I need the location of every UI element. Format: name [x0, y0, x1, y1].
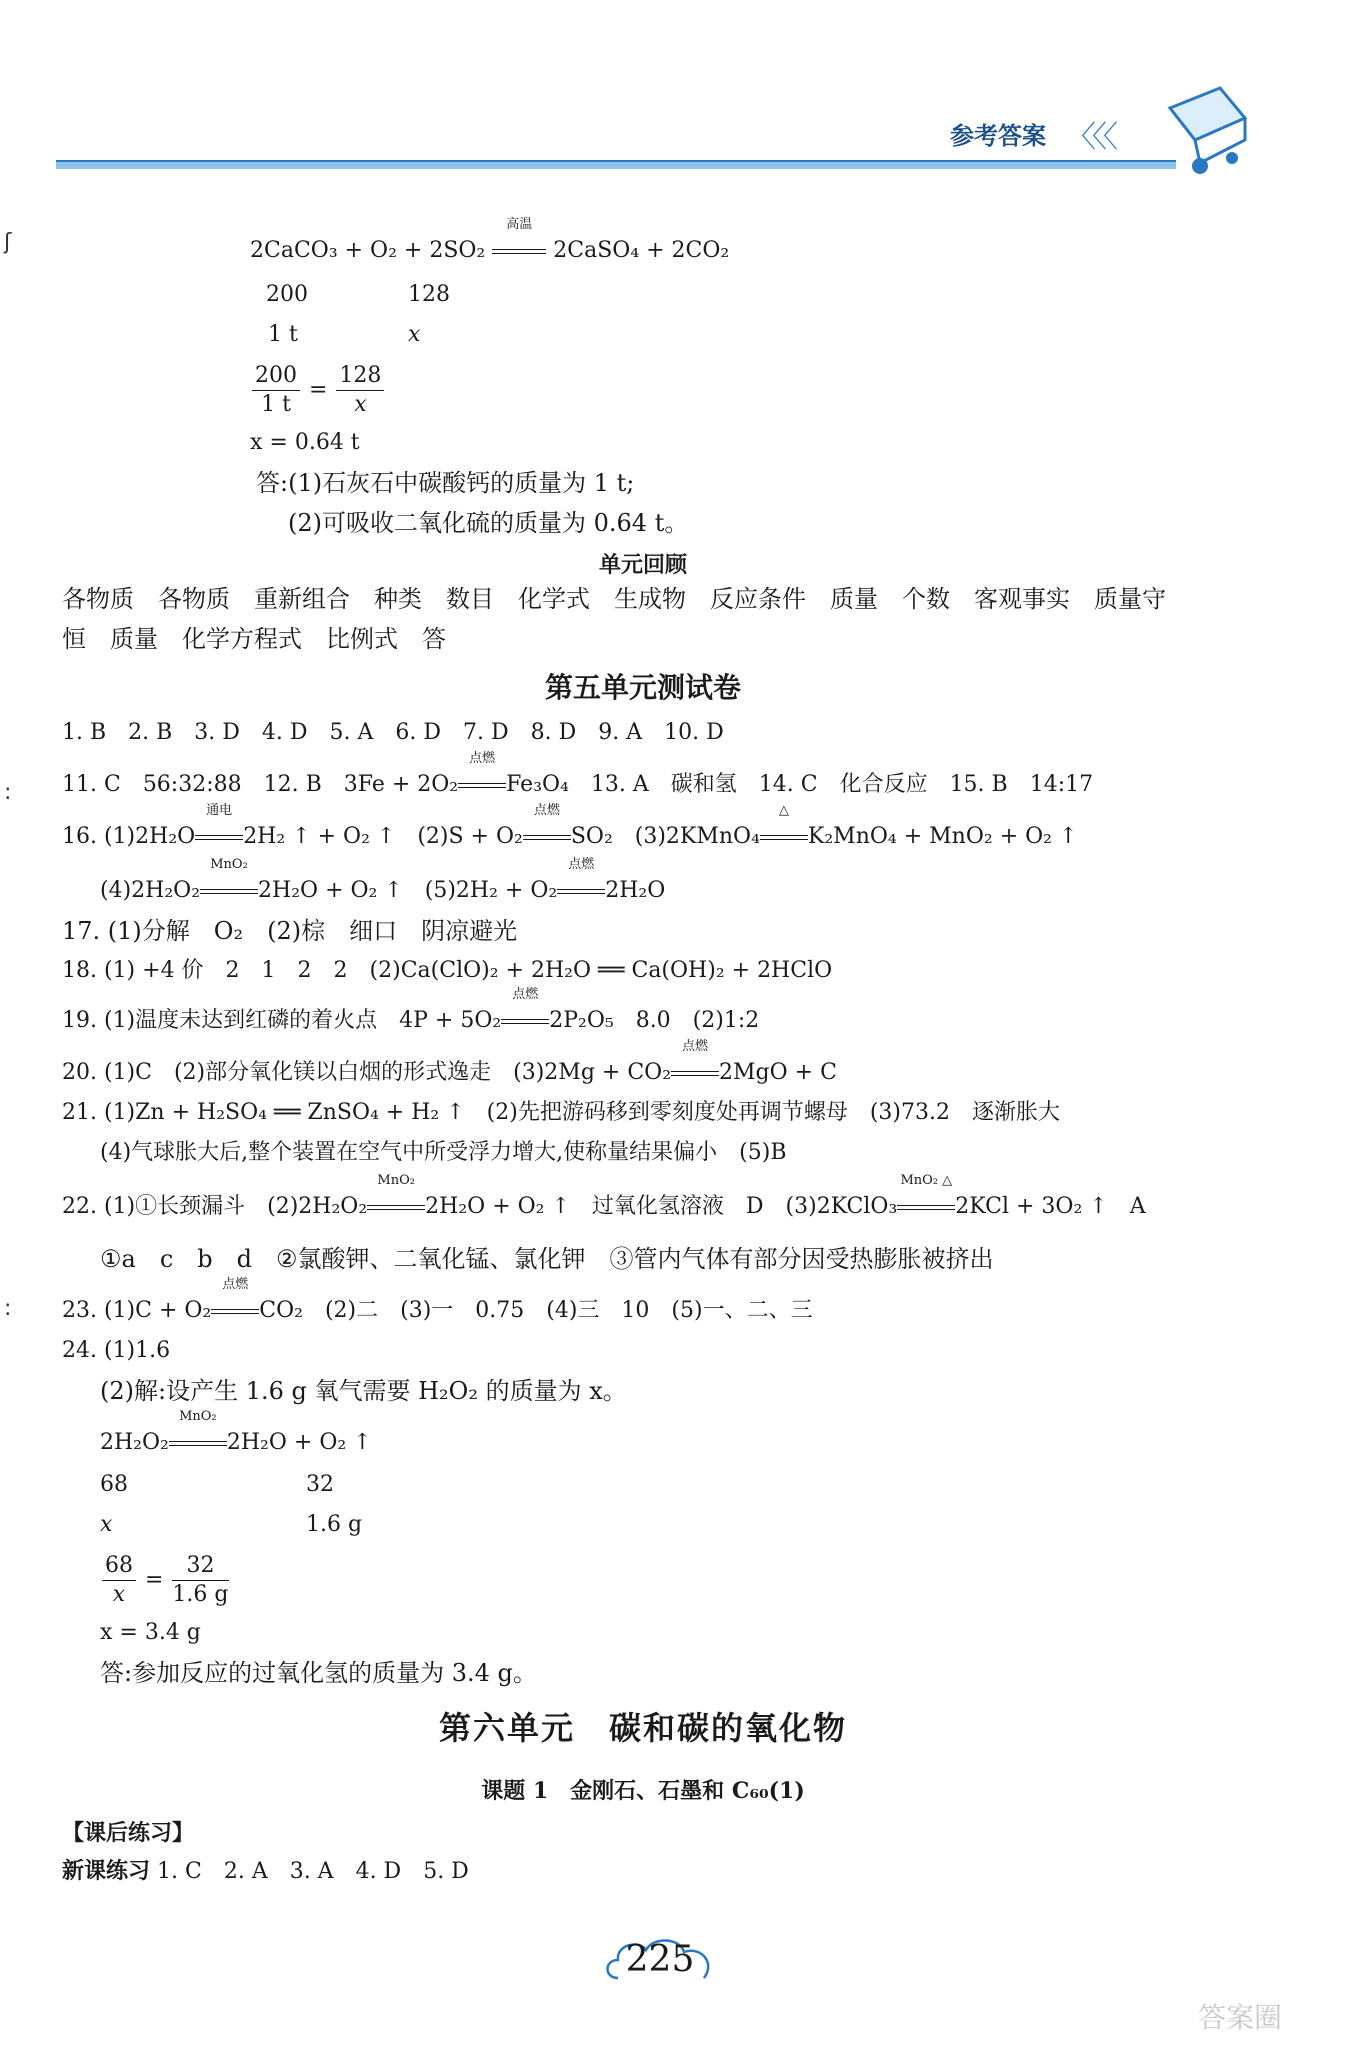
answer-16-b: (4)2H₂O₂ MnO₂ 2H₂O + O₂ ↑ (5)2H₂ + O₂ 点燃 2H₂O	[100, 857, 666, 903]
edge-mark-icon: :	[4, 780, 12, 805]
answer-24-2: (2)解:设产生 1.6 g 氧气需要 H₂O₂ 的质量为 x。	[100, 1377, 627, 1405]
section-title-unit6: 第六单元 碳和碳的氧化物	[438, 1709, 847, 1747]
section-title-review: 单元回顾	[598, 552, 687, 578]
watermark: 答案圈	[1198, 2001, 1283, 2034]
value-b: x	[408, 322, 421, 347]
answers-1-10: 1. B 2. B 3. D 4. D 5. A 6. D 7. D 8. D 9. A 10. D	[62, 720, 724, 745]
proportion-1: $\frac{200}{1 t}$ = $\frac{128}{x}$	[250, 362, 386, 419]
answer-21-a: 21. (1)Zn + H₂SO₄ ══ ZnSO₄ + H₂ ↑ (2)先把游码移到零刻度处再调节螺母 (3)73.2 逐渐胀大	[62, 1100, 1060, 1125]
answer-19: 19. (1)温度未达到红磷的着火点 4P + 5O₂ 点燃 2P₂O₅ 8.0 (2)1:2	[62, 987, 760, 1033]
header-title: 参考答案	[950, 122, 1046, 150]
header-rule	[56, 160, 1176, 169]
page-number: 225	[600, 1932, 720, 1988]
answer-21-b: (4)气球胀大后,整个装置在空气中所受浮力增大,使称量结果偏小 (5)B	[100, 1140, 787, 1165]
answer-16-a: 16. (1)2H₂O 通电 2H₂ ↑ + O₂ ↑ (2)S + O₂ 点燃 SO₂ (3)2KMnO₄ △ K₂MnO₄ + MnO₂ + O₂ ↑	[62, 803, 1078, 849]
answer-2: (2)可吸收二氧化硫的质量为 0.64 t。	[288, 509, 689, 537]
answer-24-1: 24. (1)1.6	[62, 1338, 171, 1363]
value-h2o2: x	[100, 1512, 113, 1537]
value-o2: 1.6 g	[306, 1512, 363, 1537]
answer-20: 20. (1)C (2)部分氧化镁以白烟的形式逸走 (3)2Mg + CO₂ 点燃 2MgO + C	[62, 1039, 837, 1085]
molar-mass-a: 200	[266, 282, 308, 307]
molar-mass-o2: 32	[306, 1472, 334, 1497]
result-1: x = 0.64 t	[250, 430, 360, 455]
answer-22-b: ①a c b d ②氯酸钾、二氧化锰、氯化钾 ③管内气体有部分因受热膨胀被挤出	[100, 1245, 994, 1273]
answer-18: 18. (1) +4 价 2 1 2 2 (2)Ca(ClO)₂ + 2H₂O ══ Ca(OH)₂ + 2HClO	[62, 958, 833, 983]
lesson-title: 课题 1 金刚石、石墨和 C₆₀(1)	[481, 1778, 805, 1804]
section-title-unit5: 第五单元测试卷	[544, 671, 741, 704]
answer-1: 答:(1)石灰石中碳酸钙的质量为 1 t;	[256, 469, 635, 497]
practice-label: 【课后练习】	[62, 1820, 195, 1846]
answer-17: 17. (1)分解 O₂ (2)棕 细口 阴凉避光	[62, 917, 518, 945]
header-arrows: 〈〈〈	[1066, 120, 1114, 155]
new-practice-answers: 1. C 2. A 3. A 4. D 5. D	[157, 1859, 469, 1884]
answer-11-15: 11. C 56:32:88 12. B 3Fe + 2O₂ 点燃 Fe₃O₄ 13. A 碳和氢 14. C 化合反应 15. B 14:17	[62, 751, 1094, 797]
result-2: x = 3.4 g	[100, 1620, 201, 1645]
new-practice-label: 新课练习	[62, 1858, 151, 1884]
header-ornament-icon	[1160, 78, 1250, 178]
answer-22-a: 22. (1)①长颈漏斗 (2)2H₂O₂ MnO₂ 2H₂O + O₂ ↑ 过氧化氢溶液 D (3)2KClO₃ MnO₂ △ 2KCl + 3O₂ ↑ A	[62, 1173, 1146, 1219]
answer-24-final: 答:参加反应的过氧化氢的质量为 3.4 g。	[100, 1659, 537, 1687]
equation-caso4: 2CaCO₃ + O₂ + 2SO₂ 高温 2CaSO₄ + 2CO₂	[250, 217, 730, 263]
answer-23: 23. (1)C + O₂ 点燃 CO₂ (2)二 (3)一 0.75 (4)三 10 (5)一、二、三	[62, 1277, 813, 1323]
new-practice-line	[62, 1856, 469, 1887]
molar-mass-b: 128	[408, 282, 450, 307]
edge-mark-icon: ʃ	[4, 230, 12, 255]
value-a: 1 t	[268, 322, 298, 347]
edge-mark-icon: :	[4, 1296, 12, 1321]
review-line-2: 恒 质量 化学方程式 比例式 答	[62, 625, 446, 653]
proportion-2: $\frac{68}{x}$ = $\frac{32}{1.6 g}$	[100, 1552, 231, 1609]
equation-h2o2: 2H₂O₂ MnO₂ 2H₂O + O₂ ↑	[100, 1409, 372, 1455]
review-line-1: 各物质 各物质 重新组合 种类 数目 化学式 生成物 反应条件 质量 个数 客观事实 质量守	[62, 585, 1166, 613]
molar-mass-h2o2: 68	[100, 1472, 128, 1497]
